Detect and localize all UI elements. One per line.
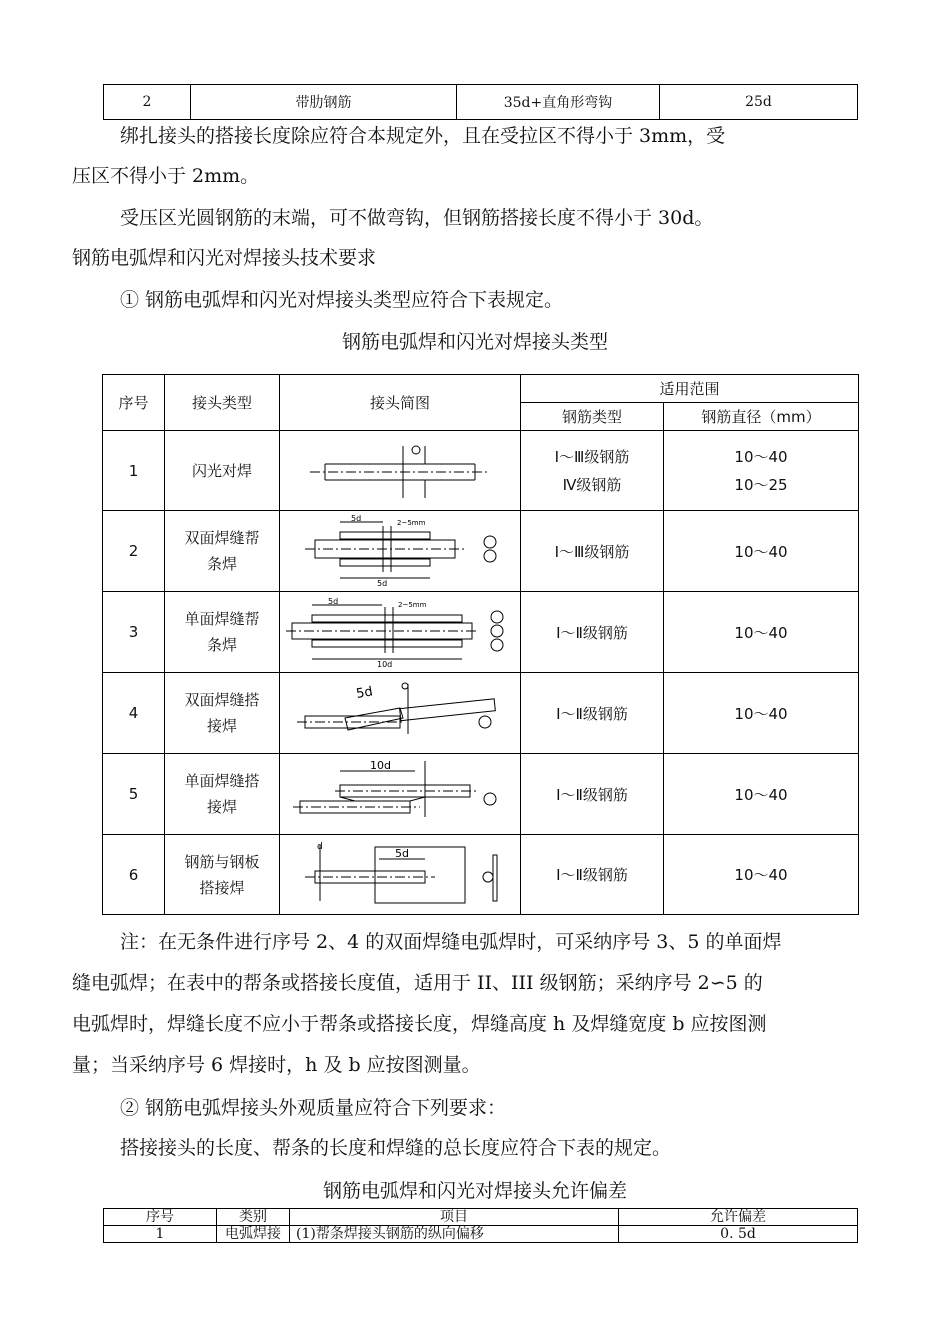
cell-tolerance: 0. 5d [619, 1226, 858, 1243]
header-seq: 序号 [103, 375, 165, 431]
section-heading: 钢筋电弧焊和闪光对焊接头技术要求 [72, 247, 377, 269]
cell-diameter: 10～40 [664, 592, 859, 673]
double-lap-diagram [285, 674, 515, 752]
tolerance-table [103, 1208, 858, 1243]
top-table [103, 84, 858, 120]
table-row [104, 85, 858, 120]
paragraph-line: 搭接接头的长度、帮条的长度和焊缝的总长度应符合下表的规定。 [120, 1137, 672, 1159]
cell-diameter: 10～40 [664, 835, 859, 915]
svg-text:5d: 5d [351, 514, 362, 523]
single-lap-diagram [285, 755, 515, 833]
cell-type: 钢筋与钢板 搭接焊 [165, 835, 280, 915]
cell-diameter: 10～40 10～25 [664, 431, 859, 511]
table-row [103, 835, 859, 915]
table-row [103, 511, 859, 592]
cell-steel: Ⅰ～Ⅱ级钢筋 [521, 673, 664, 754]
cell-type: 闪光对焊 [165, 431, 280, 511]
cell-category: 电弧焊接 [217, 1226, 290, 1243]
cell-steel: Ⅰ～Ⅲ级钢筋 Ⅳ级钢筋 [521, 431, 664, 511]
list-item: ① 钢筋电弧焊和闪光对焊接头类型应符合下表规定。 [120, 289, 564, 311]
cell-type: 带肋钢筋 [191, 85, 457, 120]
double-strap-diagram [285, 512, 515, 590]
note-line: 注：在无条件进行序号 2、4 的双面焊缝电弧焊时，可采纳序号 3、5 的单面焊 [120, 931, 782, 953]
diagram-double-lap [280, 673, 521, 754]
cell-diameter: 10～40 [664, 673, 859, 754]
cell-value: 25d [660, 85, 858, 120]
svg-text:10d: 10d [377, 660, 393, 669]
note-line: 缝电弧焊；在表中的帮条或搭接长度值，适用于 II、III 级钢筋；采纳序号 2∽5 的 [72, 972, 763, 994]
cell-type: 双面焊缝帮 条焊 [165, 511, 280, 592]
cell-steel: Ⅰ～Ⅱ级钢筋 [521, 754, 664, 835]
cell-seq: 3 [103, 592, 165, 673]
list-item: ② 钢筋电弧焊接头外观质量应符合下列要求： [120, 1097, 507, 1119]
diagram-bar-to-plate [280, 835, 521, 915]
cell-steel: Ⅰ～Ⅱ级钢筋 [521, 592, 664, 673]
header-row [103, 375, 859, 403]
cell-type: 双面焊缝搭 接焊 [165, 673, 280, 754]
note-line: 量；当采纳序号 6 焊接时，h 及 b 应按图测量。 [72, 1054, 481, 1076]
header-diagram: 接头简图 [280, 375, 521, 431]
cell-seq: 6 [103, 835, 165, 915]
header-steel-type: 钢筋类型 [521, 403, 664, 431]
header-item: 项目 [290, 1209, 619, 1226]
paragraph-line: 绑扎接头的搭接长度除应符合本规定外，且在受拉区不得小于 3mm，受 [120, 125, 726, 147]
header-category: 类别 [217, 1209, 290, 1226]
table-row [103, 673, 859, 754]
table-row [103, 431, 859, 511]
svg-text:2~5mm: 2~5mm [398, 601, 427, 609]
cell-diameter: 10～40 [664, 511, 859, 592]
flash-butt-diagram [285, 434, 515, 508]
paragraph-line: 受压区光圆钢筋的末端，可不做弯钩，但钢筋搭接长度不得小于 30d。 [120, 207, 714, 229]
table-title: 钢筋电弧焊和闪光对焊接头类型 [341, 331, 608, 353]
bar-to-plate-diagram [285, 837, 515, 913]
diagram-single-lap [280, 754, 521, 835]
header-type: 接头类型 [165, 375, 280, 431]
table-row [103, 592, 859, 673]
table-row [103, 754, 859, 835]
note-line: 电弧焊时，焊缝长度不应小于帮条或搭接长度，焊缝高度 h 及焊缝宽度 b 应按图测 [72, 1013, 767, 1035]
cell-type: 单面焊缝帮 条焊 [165, 592, 280, 673]
cell-item: (1)帮条焊接头钢筋的纵向偏移 [290, 1226, 619, 1243]
cell-seq: 5 [103, 754, 165, 835]
header-row [104, 1209, 858, 1226]
cell-steel: Ⅰ～Ⅱ级钢筋 [521, 835, 664, 915]
cell-seq: 1 [104, 1226, 217, 1243]
header-seq: 序号 [104, 1209, 217, 1226]
cell-type: 单面焊缝搭 接焊 [165, 754, 280, 835]
paragraph-line: 压区不得小于 2mm。 [72, 165, 260, 187]
header-diameter: 钢筋直径（mm） [664, 403, 859, 431]
cell-seq: 2 [103, 511, 165, 592]
diagram-single-strap [280, 592, 521, 673]
diagram-double-strap [280, 511, 521, 592]
svg-text:10d: 10d [370, 759, 391, 772]
svg-text:d: d [317, 841, 323, 852]
header-scope: 适用范围 [521, 375, 859, 403]
table-row [104, 1226, 858, 1243]
svg-text:5d: 5d [355, 684, 374, 702]
weld-joint-table [102, 374, 859, 915]
cell-length: 35d+直角形弯钩 [457, 85, 660, 120]
cell-seq: 2 [104, 85, 191, 120]
svg-text:5d: 5d [395, 846, 409, 860]
svg-text:2~5mm: 2~5mm [397, 519, 426, 527]
diagram-flash-butt [280, 431, 521, 511]
header-tolerance: 允许偏差 [619, 1209, 858, 1226]
single-strap-diagram [282, 593, 518, 671]
cell-seq: 4 [103, 673, 165, 754]
svg-text:5d: 5d [377, 579, 388, 588]
cell-steel: Ⅰ～Ⅲ级钢筋 [521, 511, 664, 592]
cell-seq: 1 [103, 431, 165, 511]
svg-text:5d: 5d [328, 597, 339, 606]
cell-diameter: 10～40 [664, 754, 859, 835]
table-title: 钢筋电弧焊和闪光对焊接头允许偏差 [322, 1180, 627, 1202]
